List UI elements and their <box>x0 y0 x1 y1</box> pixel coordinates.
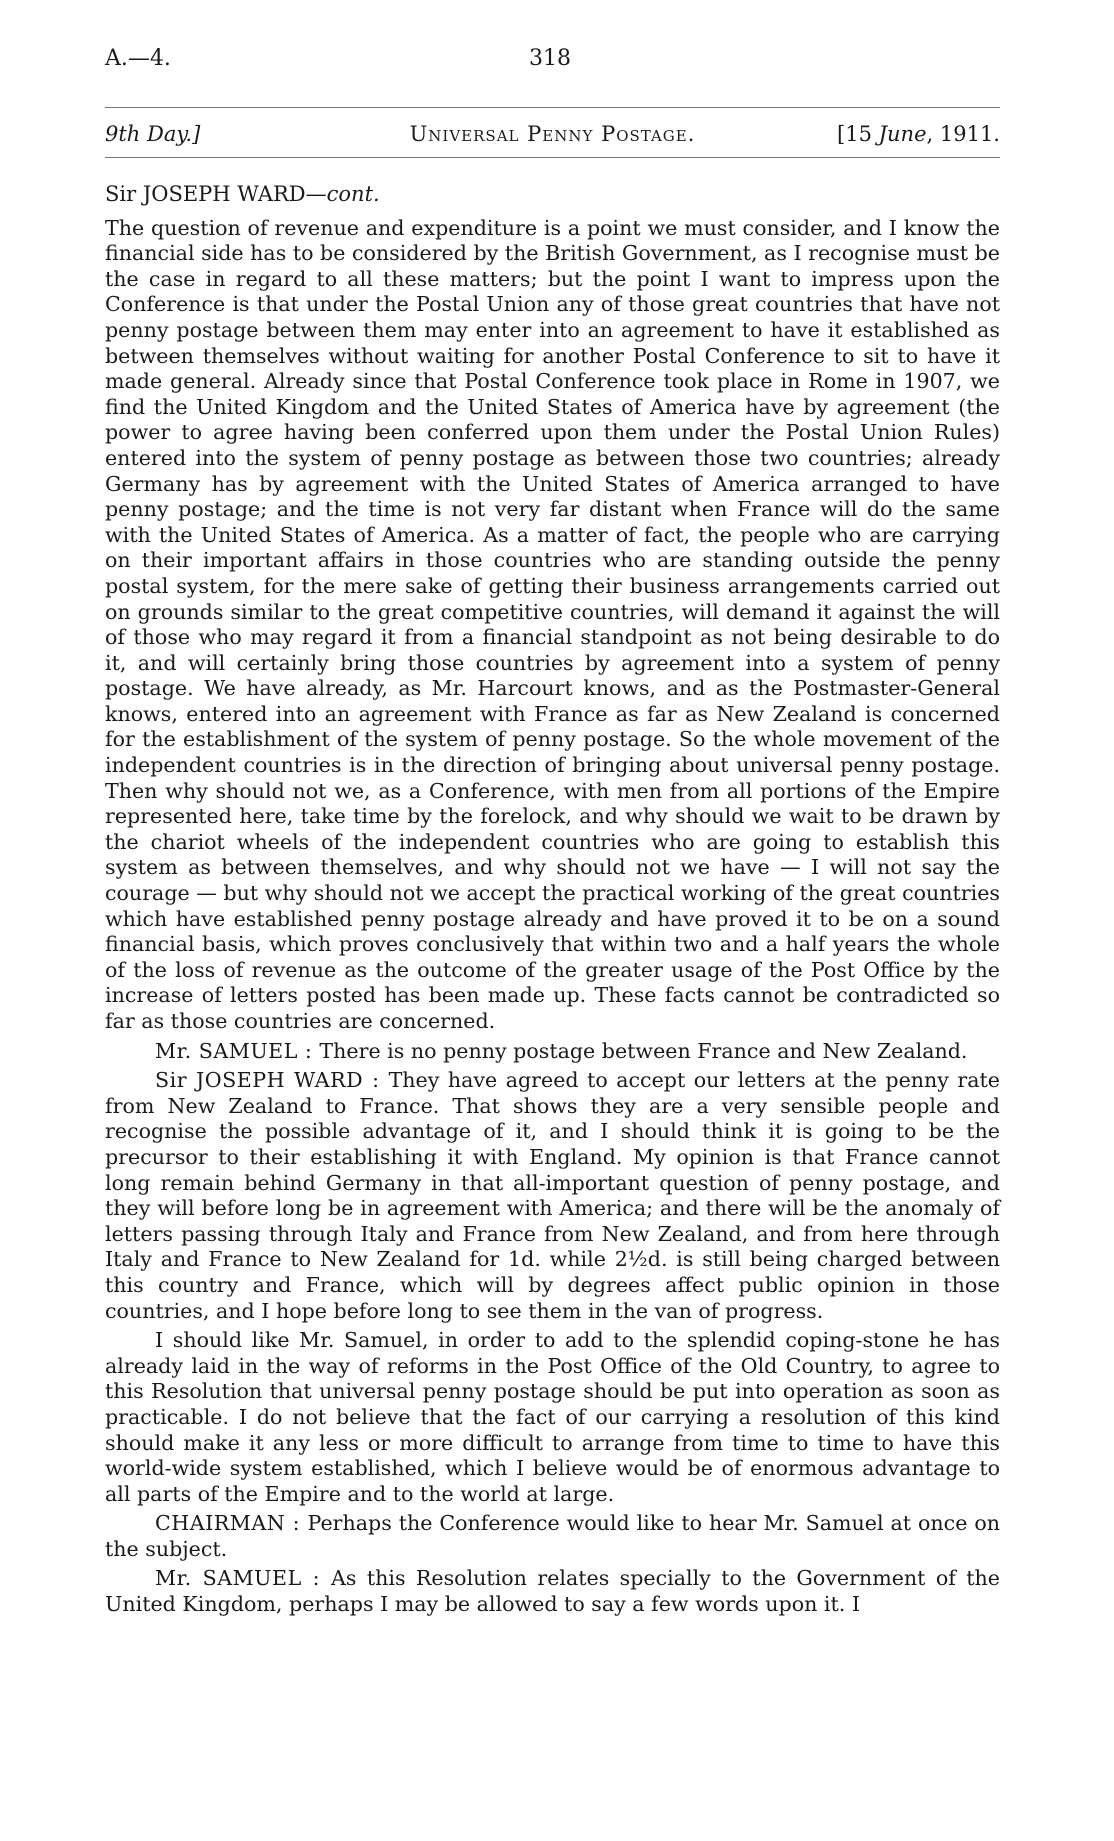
header-rule-top <box>105 107 1000 108</box>
paragraph-text: I should like Mr. Samuel, in order to add to the splendid coping-stone he has already laid in the way of reforms in the Post Office of the Old Country, to agree to this Resolution that universal penny postage should be put into operation as soon as practicable. I do not believe that the fact of our carrying a resolution of this kind should make it any less or more difficult to arrange from time to time to have this world-wide system established, which I believe would be of enormous advantage to all parts of the Empire and to the world at large. <box>105 1328 1000 1506</box>
running-header <box>105 120 1000 150</box>
paragraph-5 <box>105 1511 1000 1562</box>
paragraph-text: They have agreed to accept our letters at the penny rate from New Zealand to France. That shows they are a very sensible people and recognise the possible advantage of it, and I should think it is going to be the precursor to their establishing it with England. My opinion is that France cannot long remain behind Germany in that all-important question of penny postage, and they will before long be in agreement with America; and there will be the anomaly of letters passing through Italy and France from New Zealand, and from here through Italy and France to New Zealand for 1d. while 2½d. is still being charged between this country and France, which will by degrees affect public opinion in those countries, and I hope before long to see them in the van of progress. <box>105 1068 1000 1323</box>
speaker-heading-cont: —cont. <box>305 182 380 206</box>
document-code: A.—4. <box>105 46 171 71</box>
body-text <box>105 182 1000 1618</box>
paragraph-6 <box>105 1566 1000 1617</box>
header-date-prefix: [15 <box>837 122 879 146</box>
paragraph-speaker: CHAIRMAN : <box>155 1511 308 1536</box>
header-day: 9th Day.] <box>105 122 201 146</box>
paragraph-speaker: Sir JOSEPH WARD : <box>155 1068 389 1093</box>
paragraph-3 <box>105 1068 1000 1324</box>
page-number: 318 <box>529 46 571 71</box>
speaker-heading-name: Sir JOSEPH WARD <box>105 182 306 206</box>
header-title: Universal Penny Postage. <box>409 122 696 146</box>
paragraph-text: There is no penny postage between France and New Zealand. <box>319 1038 968 1063</box>
paragraph-4 <box>105 1328 1000 1507</box>
paragraph-1 <box>105 216 1000 1035</box>
header-date <box>837 120 1000 148</box>
speaker-heading <box>105 182 1000 208</box>
paragraph-text: As this Resolution relates specially to the Government of the United Kingdom, perhaps I may be allowed to say a few words upon it. I <box>105 1566 1000 1617</box>
paragraph-speaker: Mr. SAMUEL : <box>155 1566 331 1591</box>
header-date-suffix: , 1911. <box>926 122 1000 146</box>
header-rule-bottom <box>105 157 1000 158</box>
paragraph-2 <box>105 1039 1000 1065</box>
paragraph-speaker: Mr. SAMUEL : <box>155 1038 320 1063</box>
paragraph-text: Perhaps the Conference would like to hear Mr. Samuel at once on the subject. <box>105 1511 1000 1561</box>
paragraph-text: The question of revenue and expenditure is a point we must consider, and I know the financial side has to be considered by the British Government, as I recognise must be the case in regard to all these matters; but the point I want to impress upon the Conference is that under the Postal Union any of those great countries that have not penny postage between them may enter into an agreement to have it established as between themselves without waiting for another Postal Conference to sit to have it made general. Already since that Postal Conference took place in Rome in 1907, we find the United Kingdom and the United States of America have by agreement (the power to agree having been conferred upon them under the Postal Union Rules) entered into the system of penny postage as between those two countries; already Germany has by agreement with the United States of America arranged to have penny postage; and the time is not very far distant when France will do the same with the United States of America. As a matter of fact, the people who are carrying on their important affairs in those countries who are standing outside the penny postal system, for the mere sake of getting their business arrangements carried out on grounds similar to the great competitive countries, will demand it against the will of those who may regard it from a financial standpoint as not being desirable to do it, and will certainly bring those countries by agreement into a system of penny postage. We have already, as Mr. Harcourt knows, and as the Postmaster-General knows, entered into an agreement with France as far as New Zealand is concerned for the establishment of the system of penny postage. So the whole movement of the independent countries is in the direction of bringing about universal penny postage. Then why should not we, as a Conference, with men from all portions of the Empire represented here, take time by the forelock, and why should we wait to be drawn by the chariot wheels of the independent countries who are going to establish this system as between themselves, and why should not we have — I will not say the courage — but why should not we accept the practical working of the great countries which have established penny postage already and have proved it to be on a sound financial basis, which proves conclusively that within two and a half years the whole of the loss of revenue as the outcome of the greater usage of the Post Office by the increase of letters posted has been made up. These facts cannot be contradicted so far as those countries are concerned. <box>105 215 1000 1033</box>
header-date-month: June <box>878 122 927 146</box>
